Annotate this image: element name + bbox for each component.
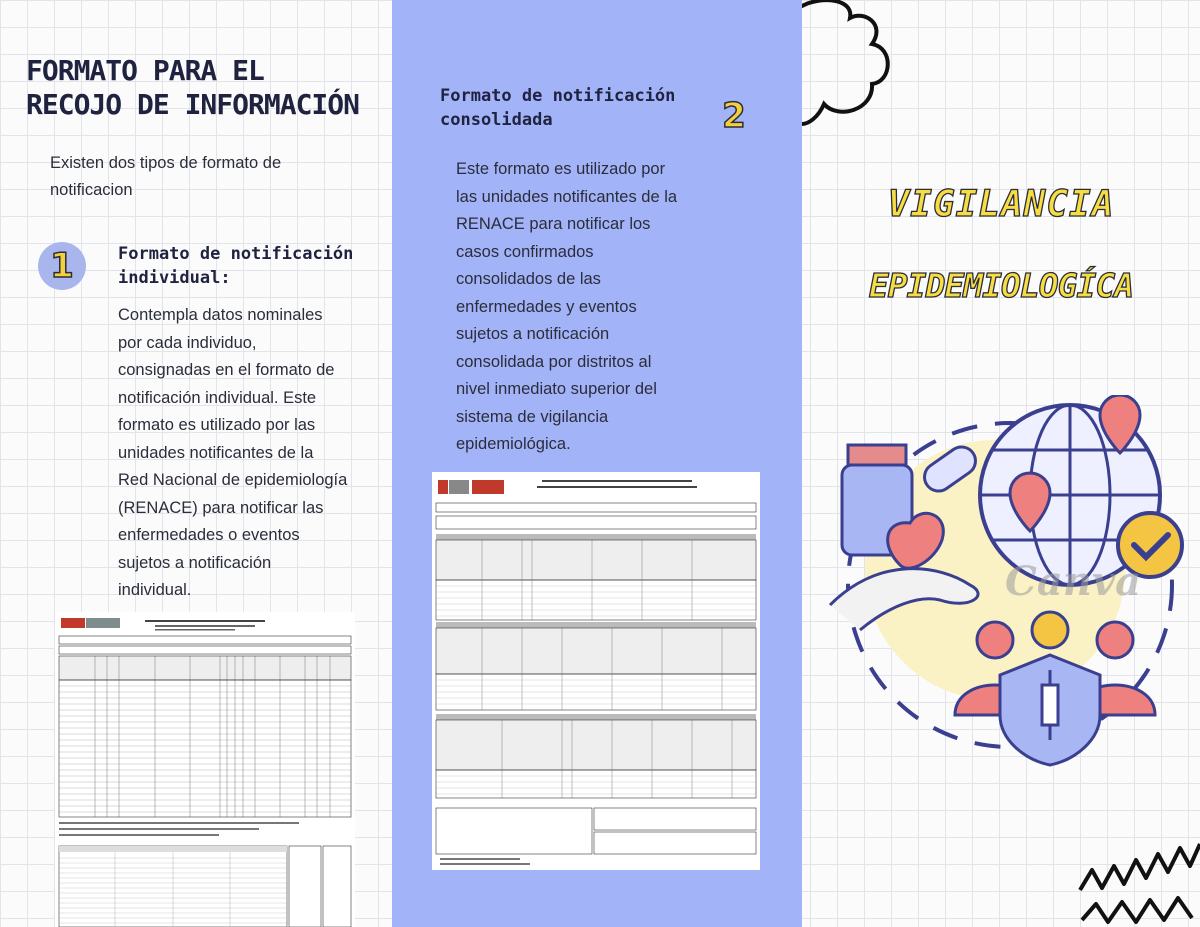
body-line: por cada individuo, [118,333,257,352]
cloud-doodle-icon [802,0,922,130]
body-line: epidemiológica. [456,435,571,453]
body-line: RENACE para notificar los [456,215,651,233]
item1-heading-line1: Formato de notificación [118,244,354,264]
badge-number: 1 [50,246,74,286]
body-line: notificación individual. Este [118,388,317,407]
body-line: Este formato es utilizado por [456,160,666,178]
body-line: (RENACE) para notificar las [118,498,324,517]
consolidated-form-image [432,472,760,870]
body-line: consolidados de las [456,270,601,288]
body-line: sujetos a notificación [456,325,610,343]
badge-number: 2 [722,96,746,136]
item1-heading [118,242,353,290]
item1-body [118,302,388,605]
intro-text: Existen dos tipos de formato de notificacion [50,154,282,199]
number-badge-1 [38,242,86,290]
body-line: consignadas en el formato de [118,361,335,379]
individual-form-image [55,612,355,927]
body-line: enfermedades y eventos [456,297,637,316]
item2-heading-line2: consolidada [440,110,553,130]
main-title-line2: RECOJO DE INFORMACIÓN [26,88,360,121]
item1-heading-line2: individual: [118,268,231,288]
body-line: unidades notificantes de la [118,443,314,462]
body-line: formato es utilizado por las [118,416,316,434]
right-panel [802,0,1200,927]
middle-panel [392,0,802,927]
item2-heading [440,84,675,132]
body-line: consolidada por distritos al [456,352,652,371]
body-line: sujetos a notificación [118,553,272,572]
epidemiologica-title: EPIDEMIOLOGÍCA [868,266,1134,305]
main-title-line1: FORMATO PARA EL [26,54,264,87]
zigzag-doodle-icon [1072,810,1200,927]
item2-heading-line1: Formato de notificación [440,86,676,106]
body-line: Red Nacional de epidemiología [118,471,348,489]
canva-watermark: Canva [1005,558,1141,605]
item2-body [456,156,756,459]
body-line: nivel inmediato superior del [456,380,657,398]
body-line: individual. [118,581,192,599]
body-line: Contempla datos nominales [118,306,323,324]
individual-form-drawing [55,612,355,927]
body-line: las unidades notificantes de la [456,187,678,206]
body-line: casos confirmados [456,242,594,261]
vigilancia-title: VIGILANCIA [887,184,1115,225]
shield-syringe-icon [1000,655,1100,765]
number-badge-2 [710,92,758,140]
left-panel [0,0,392,927]
body-line: sistema de vigilancia [456,407,609,426]
body-line: enfermedades o eventos [118,526,300,544]
main-title [26,54,359,122]
epidemiology-illustration [820,395,1190,780]
consolidated-form-drawing [432,472,760,870]
